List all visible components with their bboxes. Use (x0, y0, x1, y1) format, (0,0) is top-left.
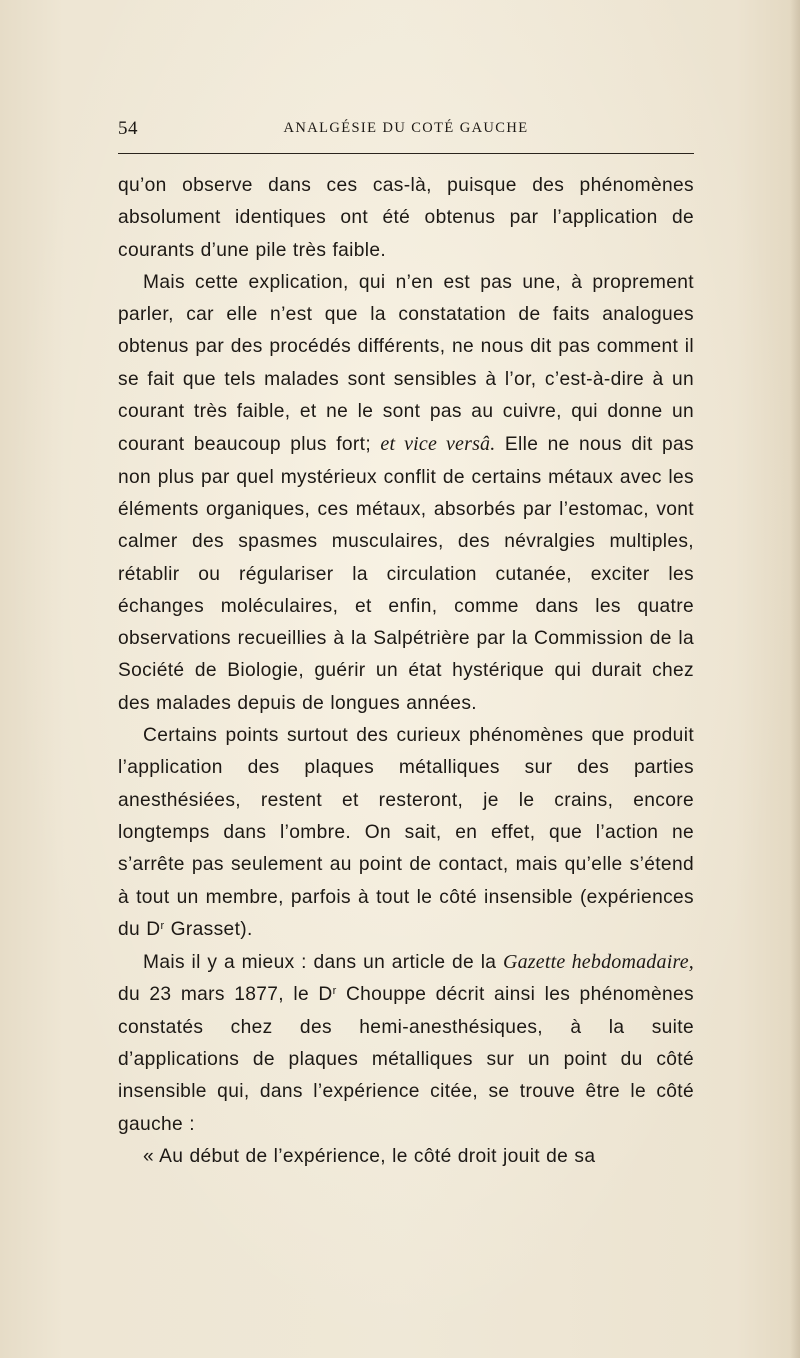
page-number: 54 (118, 118, 138, 139)
paragraph-2-text-b: Elle ne nous dit pas non plus par quel mystérieux conflit de certains métaux avec les éléments organiques, ces métaux, absorbés par l’estomac, vont calmer des spasmes musculaires, des névralgies multiples, rétablir ou régulariser la circulation cutanée, exciter les échanges moléculaires, et enfin, comme dans les quatre observations recueillies à la Salpétrière par la Commission de la Société de Biologie, guérir un état hystérique qui durait chez des malades depuis de longues années. (118, 434, 694, 714)
paragraph-2-text-a: Mais cette explication, qui n’en est pas une, à proprement parler, car elle n’est que la constatation de faits analogues obtenus par des procédés différents, ne nous dit pas comment il se fait que tels malades sont sensibles à l’or, c’est-à-dire à un courant très faible, et ne le sont pas au cuivre, qui donne un courant beaucoup plus fort; (118, 271, 694, 456)
paragraph-3 (118, 720, 694, 946)
paragraph-3-text-a: Certains points surtout des curieux phénomènes que produit l’application des plaques métalliques sur des parties anesthésiées, restent et resteront, je le crains, encore longtemps dans l’ombre. On sait, en effet, que l’action ne s’arrête pas seulement au point de contact, mais qu’elle s’étend à tout un membre, parfois à tout le côté insensible (expériences du D (118, 725, 694, 940)
paragraph-2 (118, 267, 694, 720)
page-header (118, 112, 694, 144)
paragraph-2-italic: et vice versâ. (380, 433, 496, 456)
paragraph-4-text-a: Mais il y a mieux : dans un article de la (143, 952, 497, 974)
page-edge-shadow (790, 0, 800, 1358)
paragraph-4-superscript: r (332, 985, 337, 998)
paragraph-3-superscript: r (160, 919, 165, 932)
running-title: ANALGÉSIE DU COTÉ GAUCHE (283, 120, 529, 136)
paragraph-4-italic: Gazette hebdomadaire, (502, 951, 694, 974)
paragraph-4 (118, 946, 694, 1141)
paragraph-3-text-b: Grasset). (164, 918, 253, 940)
paragraph-4-text-c: Chouppe décrit ainsi les phénomènes constatés chez des hemi-anesthésiques, à la suite d’applications de plaques métalliques sur un point du côté insensible qui, dans l’expérience citée, se trouve être le côté gauche : (118, 984, 694, 1135)
page-body (118, 170, 694, 1173)
paragraph-1: qu’on observe dans ces cas-là, puisque des phénomènes absolument identiques ont été obtenus par l’application de courants d’une pile très faible. (118, 175, 694, 261)
header-rule (118, 153, 694, 154)
paragraph-5: « Au début de l’expérience, le côté droit jouit de sa (143, 1145, 596, 1167)
paragraph-4-text-b: du 23 mars 1877, le D (118, 984, 333, 1006)
